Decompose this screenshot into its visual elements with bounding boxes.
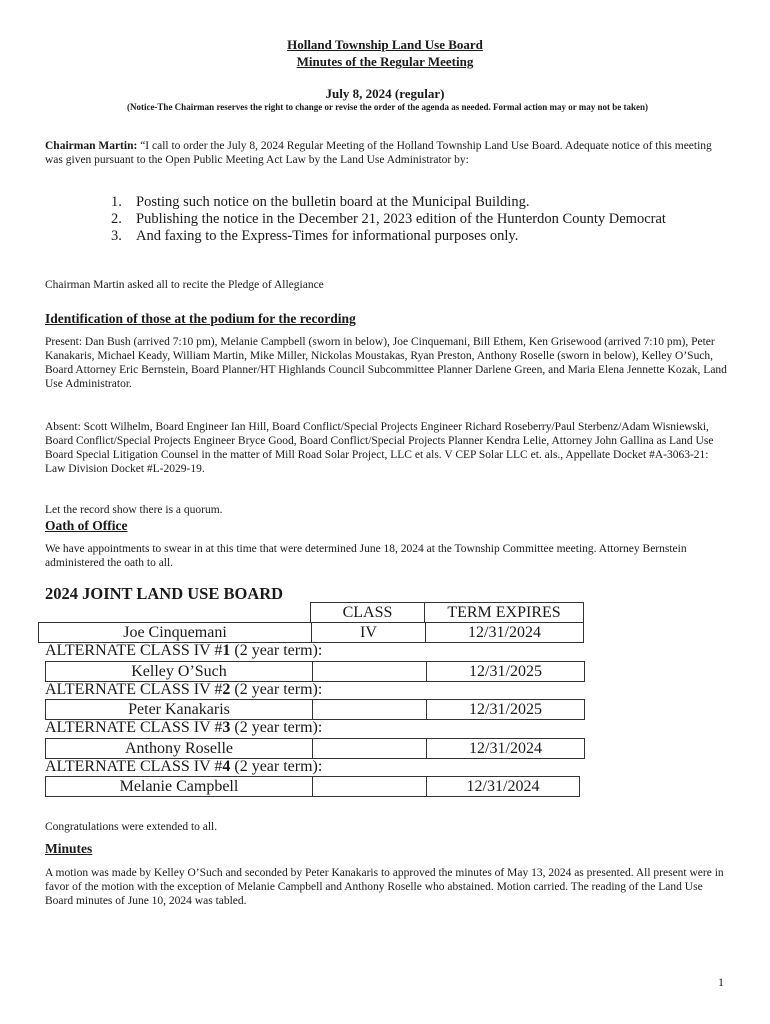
member-class [313, 700, 427, 719]
oath-text: We have appointments to swear in at this time that were determined June 18, 2024 at the Township Committee meeting. Attorney Bernstein administered the oath to all. [45, 543, 687, 569]
present-list: Present: Dan Bush (arrived 7:10 pm), Melanie Campbell (sworn in below), Joe Cinquemani, Bill Ethem, Ken Grisewood (arrived 7:10 pm), Peter Kanakaris, Michael Keady, William Martin, Mike Miller, Nickolas Moustakas, Ryan Preston, Anthony Roselle (sworn in below), Kelley O’Such, Board Attorney Eric Bernstein, Board Planner/HT Highlands Council Subcommittee Planner Darlene Green, and Maria Elena Jennette Kozak, Land Use Administrator. [45, 336, 727, 390]
alternate-label: ALTERNATE CLASS IV #3 (2 year term): [45, 719, 323, 736]
member-name: Anthony Roselle [46, 739, 313, 758]
member-name: Peter Kanakaris [46, 700, 313, 719]
alternate-label: ALTERNATE CLASS IV #1 (2 year term): [45, 642, 323, 659]
alternate-label: ALTERNATE CLASS IV #2 (2 year term): [45, 681, 323, 698]
alternate-label: ALTERNATE CLASS IV #4 (2 year term): [45, 758, 323, 775]
document-title: Holland Township Land Use Board [287, 37, 483, 52]
member-class [313, 662, 427, 681]
table-row [45, 699, 585, 720]
member-term: 12/31/2025 [469, 701, 542, 718]
oath-heading: Oath of Office [45, 518, 128, 533]
meeting-date: July 8, 2024 (regular) [325, 86, 445, 101]
identification-heading: Identification of those at the podium for the recording [45, 311, 356, 326]
congrats-text: Congratulations were extended to all. [45, 821, 218, 833]
member-name: Kelley O’Such [46, 662, 313, 681]
table-row [45, 776, 580, 797]
board-column-headers [310, 602, 584, 622]
opening-text: “I call to order the July 8, 2024 Regular Meeting of the Holland Township Land Use Board. Adequate notice of this meeting was given pursuant to the Open Public Meeting Act Law by the Land Use Administrator by: [45, 140, 712, 166]
speaker-label: Chairman Martin: [45, 140, 138, 152]
absent-list: Absent: Scott Wilhelm, Board Engineer Ian Hill, Board Conflict/Special Projects Engineer Richard Roseberry/Paul Sterbenz/Adam Wisniewski, Board Conflict/Special Projects Engineer Bryce Good, Board Conflict/Special Projects Planner Kendra Lelie, Attorney John Gallina as Land Use Board Special Litigation Counsel in the matter of Mill Road Solar Project, LLC et als. V CEP Solar LLC et. als., Appellate Docket #A-3063-21: Law Division Docket #L-2029-19. [45, 421, 714, 475]
member-term: 12/31/2024 [468, 624, 541, 641]
opening-statement [45, 139, 730, 167]
member-name: Melanie Campbell [46, 777, 313, 796]
list-item: 1. Posting such notice on the bulletin board at the Municipal Building. [111, 194, 530, 210]
member-term: 12/31/2024 [466, 778, 540, 795]
pledge-text: Chairman Martin asked all to recite the Pledge of Allegiance [45, 279, 324, 291]
board-title: 2024 JOINT LAND USE BOARD [45, 584, 284, 603]
table-row [45, 661, 585, 682]
table-row [45, 738, 585, 759]
document-subtitle: Minutes of the Regular Meeting [296, 54, 474, 69]
member-term: 12/31/2025 [469, 663, 542, 680]
table-row [38, 622, 584, 643]
member-class [313, 739, 427, 758]
minutes-heading: Minutes [45, 841, 93, 856]
member-class: IV [312, 623, 426, 642]
page-number: 1 [718, 975, 724, 989]
member-class [313, 777, 427, 796]
quorum-text: Let the record show there is a quorum. [45, 504, 223, 516]
list-item: 2. Publishing the notice in the December 21, 2023 edition of the Hunterdon County Democrat [111, 211, 666, 227]
term-column-header: TERM EXPIRES [425, 602, 584, 622]
member-term: 12/31/2024 [469, 740, 542, 757]
class-column-header: CLASS [310, 602, 425, 622]
member-name: Joe Cinquemani [39, 623, 312, 642]
notice-methods-list [111, 194, 726, 245]
agenda-notice: (Notice-The Chairman reserves the right to change or revise the order of the agenda as needed. Formal action may or may not be taken) [126, 102, 649, 112]
minutes-text: A motion was made by Kelley O’Such and seconded by Peter Kanakaris to approved the minutes of May 13, 2024 as presented. All present were in favor of the motion with the exception of Melanie Campbell and Anthony Roselle who abstained. Motion carried. The reading of the Land Use Board minutes of June 10, 2024 was tabled. [45, 867, 724, 907]
list-item: 3. And faxing to the Express-Times for informational purposes only. [111, 228, 519, 244]
